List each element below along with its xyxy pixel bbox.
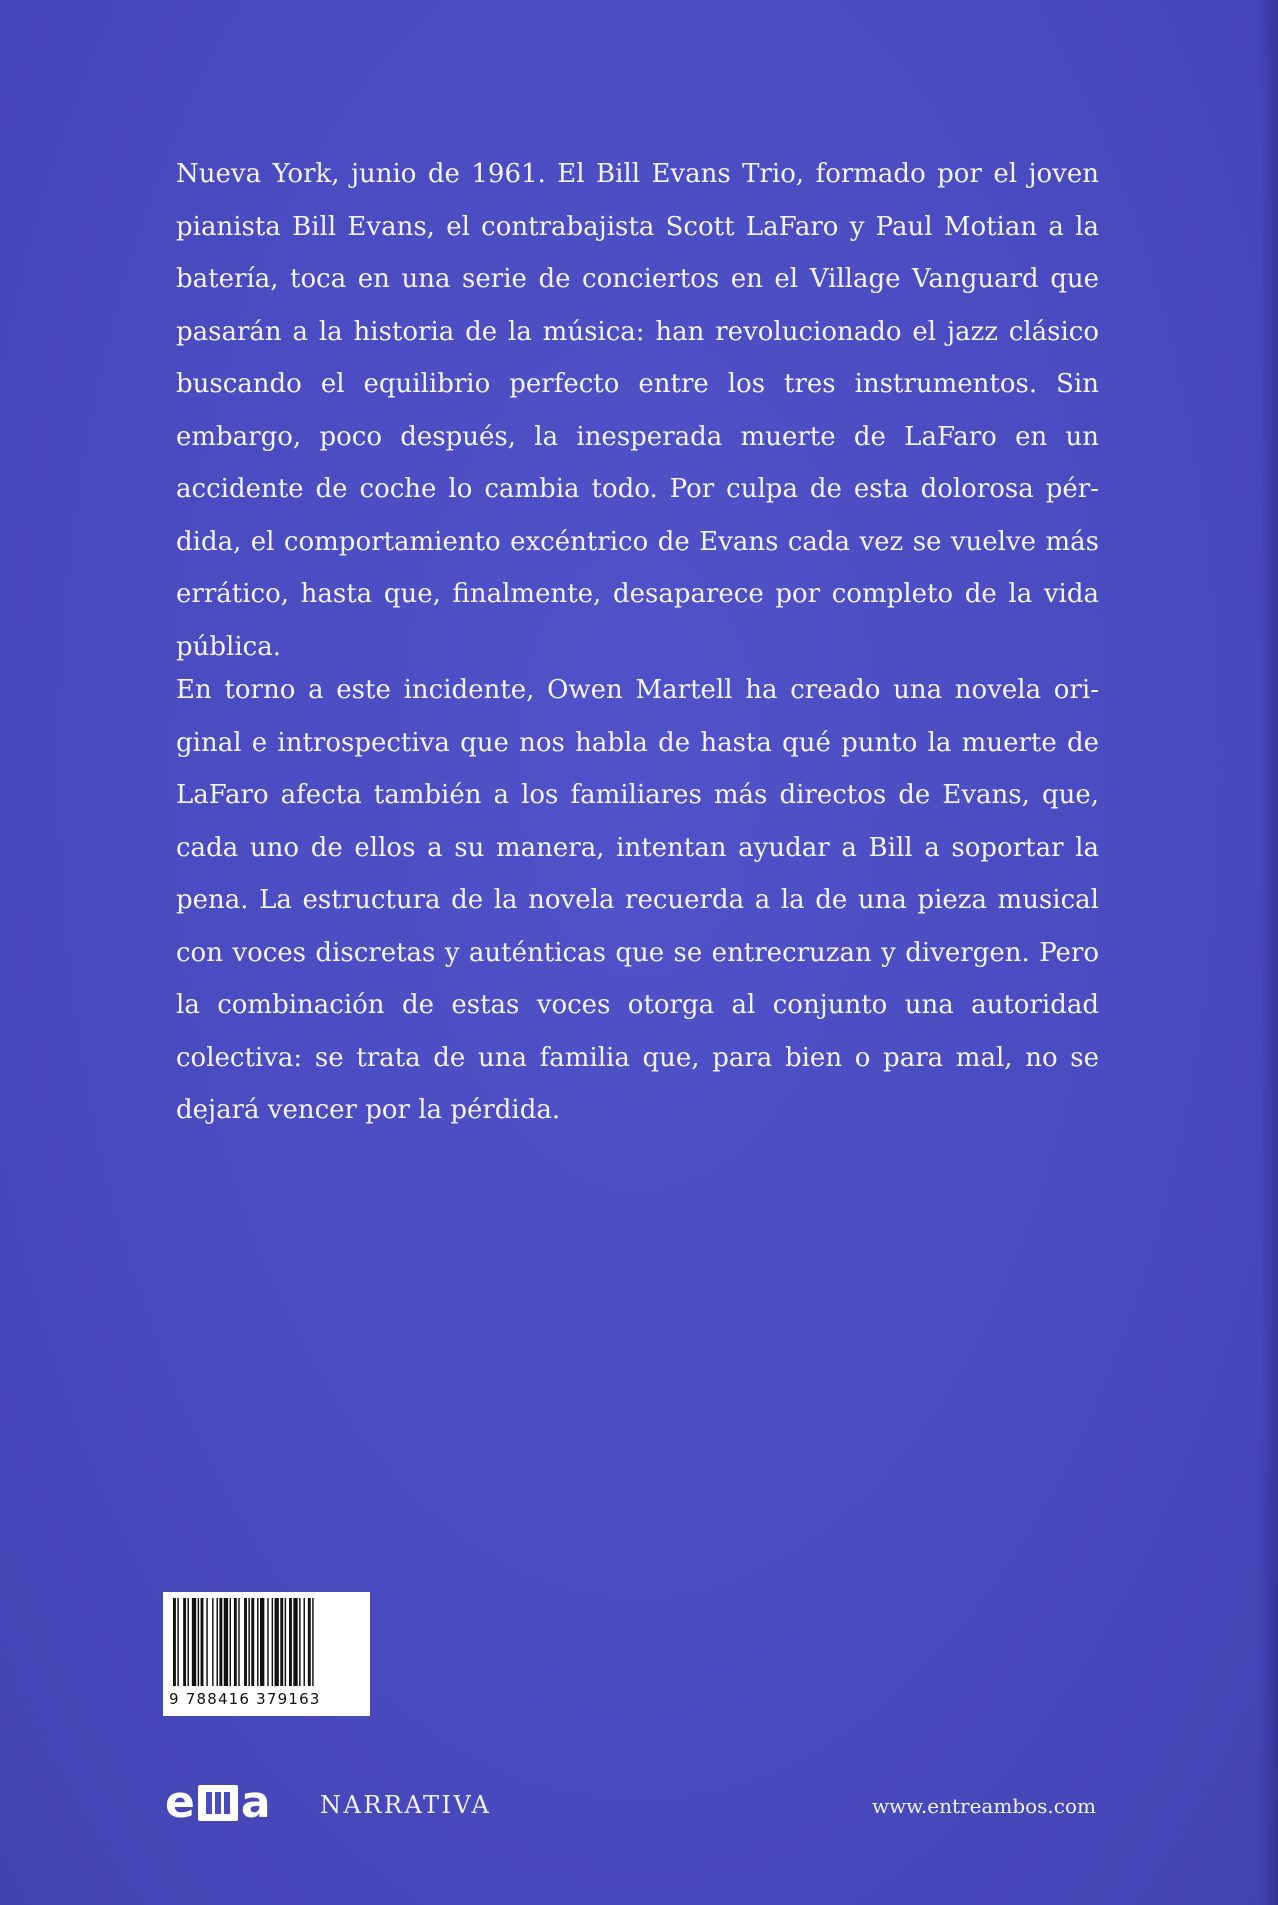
logo-letter-a: a [240, 1777, 271, 1828]
barcode-bar [238, 1598, 239, 1686]
publisher-logo [165, 1777, 271, 1828]
barcode-bar [198, 1598, 199, 1686]
barcode-bar [289, 1598, 292, 1686]
isbn-number: 9 788416 379163 [169, 1690, 321, 1708]
barcode-bar [217, 1598, 218, 1686]
logo-mark [198, 1785, 238, 1821]
publisher-website: www.entreambos.com [871, 1794, 1096, 1818]
barcode-bar [188, 1598, 189, 1686]
barcode-bar [192, 1598, 196, 1686]
blurb-paragraph-1: Nueva York, junio de 1961. El Bill Evans Trio, formado por el joven pianista Bill Evans, el contrabajista Scott LaFaro y Paul Motian a la batería, toca en una serie de conciertos en el Village Vanguard que pasarán a la historia de la música: han revolucionado el jazz clásico buscando el equilibrio perfecto entre los tres instrumentos. Sin embargo, poco después, la inesperada muerte de LaFaro en un accidente de coche lo cambia todo. Por culpa de esta dolorosa pérdida, el comportamiento excéntrico de Evans cada vez se vuelve más errático, hasta que, finalmente, desaparece por completo de la vida pública. [176, 159, 1099, 662]
barcode-bar [244, 1598, 247, 1686]
barcode-bars [167, 1596, 366, 1688]
barcode-bar [312, 1598, 313, 1686]
barcode-bar [224, 1598, 228, 1686]
isbn-barcode [163, 1592, 370, 1716]
barcode-bar [267, 1598, 268, 1686]
logo-letter-e: e [165, 1777, 195, 1828]
barcode-bar [219, 1598, 222, 1686]
barcode-bar [173, 1598, 176, 1686]
barcode-bar [280, 1598, 283, 1686]
barcode-bar [206, 1598, 207, 1686]
barcode-bar [183, 1598, 186, 1686]
barcode-bar [248, 1598, 249, 1686]
barcode-bar [304, 1598, 305, 1686]
barcode-bar [257, 1598, 258, 1686]
imprint-label: NARRATIVA [320, 1791, 492, 1819]
barcode-bar [308, 1598, 311, 1686]
barcode-bar [293, 1598, 297, 1686]
barcode-bar [275, 1598, 279, 1686]
barcode-bar [272, 1598, 273, 1686]
barcode-bar [285, 1598, 286, 1686]
barcode-bar [251, 1598, 254, 1686]
barcode-bar [230, 1598, 231, 1686]
barcode-bar [177, 1598, 178, 1686]
blurb-paragraph-2: En torno a este incidente, Owen Martell ha creado una novela original e introspectiva que nos habla de hasta qué punto la muerte de LaFaro afecta también a los familiares más directos de Evans, que, cada uno de ellos a su manera, intentan ayudar a Bill a soportar la pena. La estructura de la novela recuerda a la de una pieza musical con voces discretas y auténticas que se entrecruzan y divergen. Pero la combinación de estas voces otorga al conjunto una autoridad colectiva: se trata de una familia que, para bien o para mal, no se dejará vencer por la pérdida. [176, 675, 1099, 1125]
barcode-bar [234, 1598, 237, 1686]
barcode-bar [299, 1598, 300, 1686]
barcode-bar [260, 1598, 264, 1686]
barcode-bar [201, 1598, 204, 1686]
barcode-bar [212, 1598, 213, 1686]
